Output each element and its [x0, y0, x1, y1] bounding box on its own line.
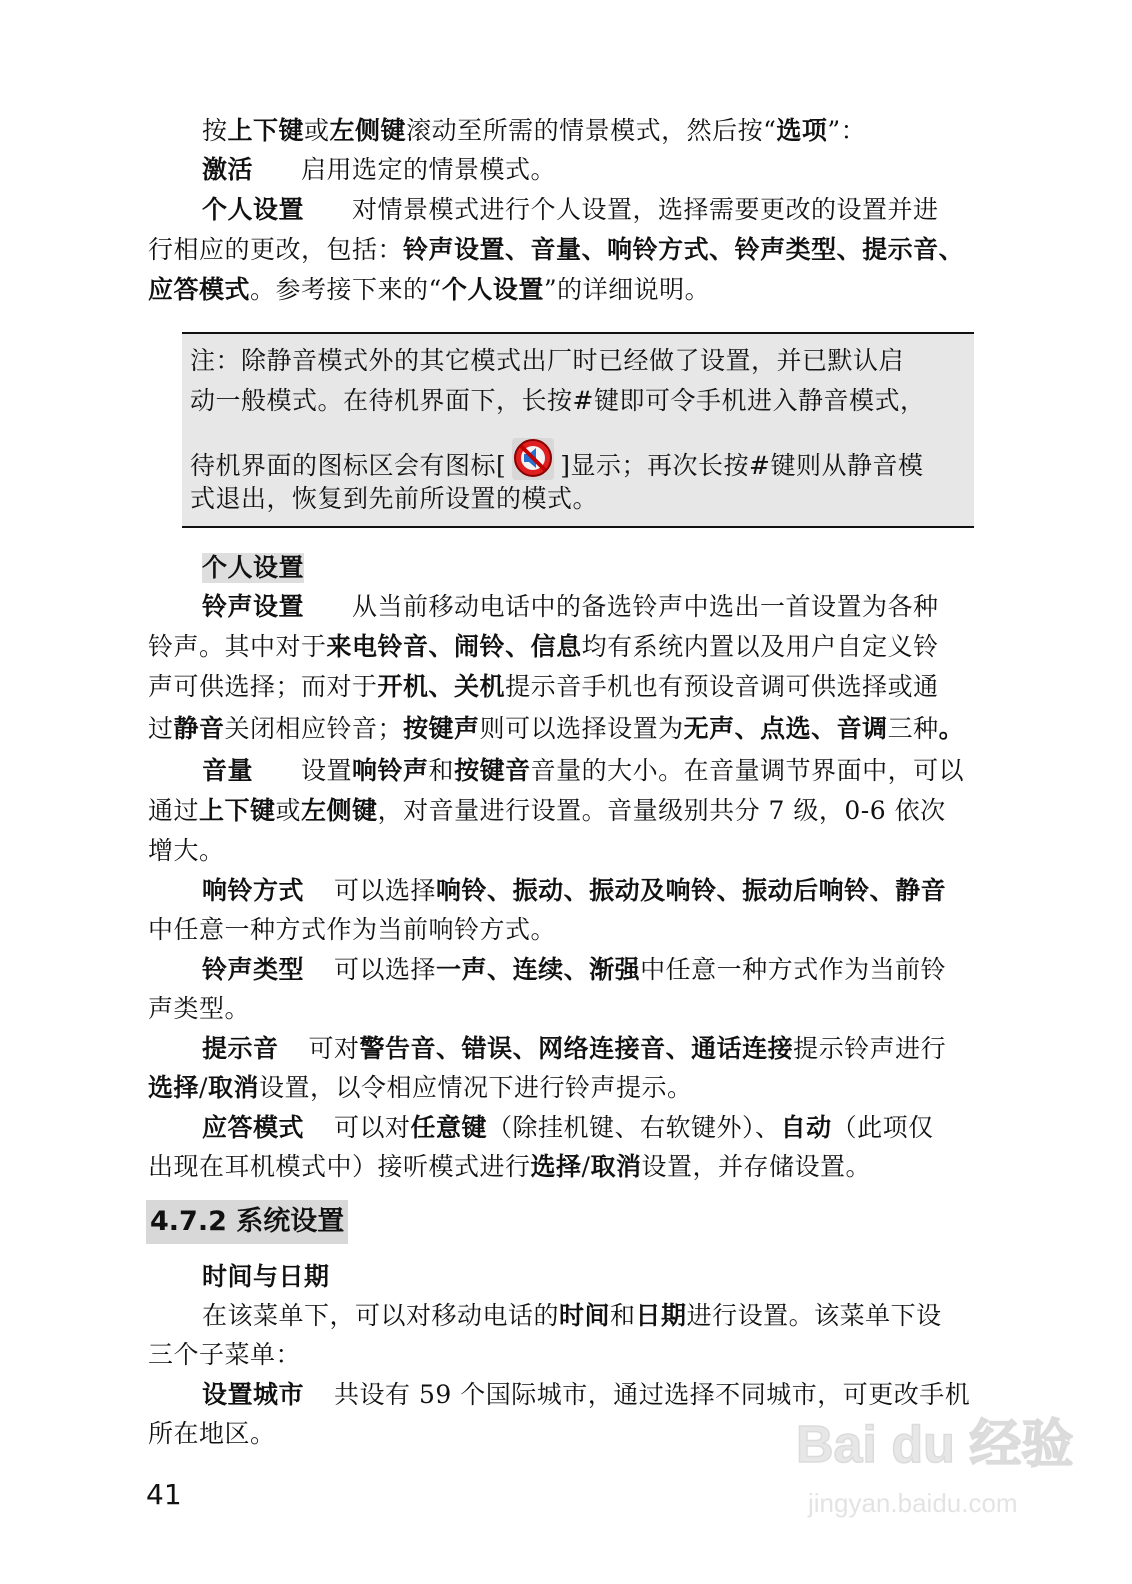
text: 待机界面的图标区会有图标[: [190, 451, 507, 480]
key-term: 应答模式: [148, 275, 251, 304]
key-term: 关机: [454, 672, 506, 701]
text: 滚动至所需的情景模式，然后按“: [406, 116, 777, 145]
key-term: 信息: [530, 632, 582, 661]
key-term: 闹铃: [454, 632, 506, 661]
term: 设置城市: [202, 1380, 305, 1409]
text: 、: [487, 876, 513, 905]
key-term: 音调: [836, 714, 888, 743]
description: 启用选定的情景模式。: [301, 155, 557, 184]
text: 可对: [308, 1034, 360, 1063]
text: 在该菜单下，可以对移动电话的: [202, 1301, 560, 1330]
term: 铃声设置: [202, 592, 305, 621]
text: 则可以选择设置为: [479, 714, 684, 743]
intro-activate: [202, 155, 556, 185]
section-title: 4.7.2 系统设置: [146, 1200, 348, 1244]
key-term: 振动后响铃: [742, 876, 870, 905]
intro-line-5: [148, 275, 710, 305]
term: 音量: [202, 756, 254, 785]
text: 中任意一种方式作为当前铃: [640, 955, 947, 984]
text: 设置，并存储设置。: [641, 1152, 871, 1181]
baidu-watermark: [790, 1400, 1090, 1540]
watermark-url: jingyan.baidu.com: [808, 1488, 1018, 1518]
text: /: [581, 1152, 591, 1181]
key-term: 取消: [207, 1073, 259, 1102]
key-term: 点选: [760, 714, 812, 743]
intro-line-4: [148, 235, 964, 265]
key-term: 日期: [635, 1301, 687, 1330]
text: 、: [428, 672, 455, 701]
text: 提示铃声进行: [793, 1034, 947, 1063]
key-term: 选择: [148, 1073, 200, 1102]
mute-speaker-icon: [506, 436, 560, 482]
ringmode-line-1: [202, 876, 946, 906]
key-term: 警告音: [359, 1034, 437, 1063]
ringtype-line-2: 声类型。: [148, 994, 251, 1023]
term: 铃声类型: [202, 955, 305, 984]
text: 或: [304, 116, 330, 145]
text: ，对音量进行设置。音量级别共分 7 级，0-6 依次: [377, 796, 946, 825]
key-term: 左侧键: [329, 116, 407, 145]
text: 、: [436, 1034, 462, 1063]
text: 出现在耳机模式中）接听模式进行: [148, 1152, 531, 1181]
description: 从当前移动电话中的备选铃声中选出一首设置为各种: [352, 592, 939, 621]
term: 激活: [202, 155, 254, 184]
text: 铃声。其中对于: [148, 632, 327, 661]
key-term: 无声: [683, 714, 735, 743]
key-term: 按键音: [454, 756, 531, 785]
answer-line-2: [148, 1152, 871, 1182]
text: 关闭相应铃音；: [224, 714, 404, 743]
key-term: 网络连接音: [538, 1034, 666, 1063]
text: （除挂机键、右软键外）、: [487, 1113, 781, 1142]
text: 提示音手机也有预设音调可供选择或通: [505, 672, 939, 701]
key-term: 提示音: [862, 235, 939, 264]
text: 和: [610, 1301, 636, 1330]
term: 应答模式: [202, 1113, 305, 1142]
volume-line-3: 增大。: [148, 836, 225, 865]
intro-personal: [202, 195, 939, 225]
note-line-3: [190, 436, 923, 482]
ringtype-line-1: [202, 955, 946, 985]
note-line-4: 式退出，恢复到先前所设置的模式。: [190, 484, 599, 513]
key-term: 上下键: [199, 796, 276, 825]
key-term: 响铃方式: [607, 235, 710, 264]
text: 按: [202, 116, 228, 145]
text: 设置，以令相应情况下进行铃声提示。: [258, 1073, 693, 1102]
text: 、: [563, 876, 590, 905]
text: 、: [563, 955, 590, 984]
key-term: 错误: [461, 1034, 513, 1063]
text: 可以选择: [334, 955, 437, 984]
text: 、: [512, 1034, 539, 1063]
ringmode-line-2: 中任意一种方式作为当前响铃方式。: [148, 915, 557, 944]
key-term: 铃声设置: [403, 235, 506, 264]
text: 可以选择: [334, 876, 437, 905]
key-term: 选项: [776, 116, 828, 145]
key-term: 铃声类型: [734, 235, 837, 264]
text: 进行设置。该菜单下设: [686, 1301, 942, 1330]
answer-line-1: [202, 1113, 934, 1143]
description: 对情景模式进行个人设置，选择需要更改的设置并进: [352, 195, 939, 224]
key-term: 渐强: [589, 955, 641, 984]
key-term: 选择: [530, 1152, 582, 1181]
text: 、: [709, 235, 735, 264]
intro-line-1: [202, 116, 866, 146]
text: /: [199, 1073, 208, 1102]
text: 、: [734, 714, 761, 743]
text: 可以对: [334, 1113, 411, 1142]
text: 。参考接下来的“: [250, 275, 442, 304]
text: 均有系统内置以及用户自定义铃: [581, 632, 939, 661]
volume-line-1: [202, 756, 964, 786]
key-term: 静音: [895, 876, 947, 905]
datetime-heading: 时间与日期: [202, 1262, 330, 1291]
personal-heading: 个人设置: [202, 553, 305, 582]
text: （此项仅: [831, 1113, 934, 1142]
note-line-2: 动一般模式。在待机界面下，长按#键即可令手机进入静音模式，: [190, 386, 926, 415]
text: 、: [811, 714, 837, 743]
text: 、: [505, 632, 531, 661]
key-term: 振动: [512, 876, 564, 905]
text: 或: [275, 796, 302, 825]
ring-line-3: [148, 672, 939, 702]
key-term: 振动及响铃: [589, 876, 717, 905]
text: 通过: [148, 796, 200, 825]
key-term: 时间: [559, 1301, 611, 1330]
text: 、: [581, 235, 608, 264]
description: 共设有 59 个国际城市，通过选择不同城市，可更改手机: [334, 1380, 971, 1409]
key-term: 音量: [530, 235, 582, 264]
text: 、: [428, 632, 455, 661]
key-term: 一声: [436, 955, 488, 984]
text: 、: [869, 876, 896, 905]
text: 、: [487, 955, 513, 984]
key-term: 响铃: [436, 876, 488, 905]
text: 、: [716, 876, 743, 905]
text: 。: [938, 714, 965, 743]
key-term: 自动: [780, 1113, 832, 1142]
alert-line-2: [148, 1073, 692, 1103]
key-term: 开机: [377, 672, 429, 701]
key-term: 连续: [512, 955, 564, 984]
watermark-logo-text: Bai du 经验: [796, 1416, 1074, 1474]
text: ]显示；再次长按#键则从静音模: [560, 451, 924, 480]
term: 响铃方式: [202, 876, 305, 905]
key-term: 任意键: [410, 1113, 488, 1142]
note-line-1: 注：除静音模式外的其它模式出厂时已经做了设置，并已默认启: [190, 346, 905, 375]
text: 过: [148, 714, 174, 743]
text: 、: [938, 235, 965, 264]
term: 提示音: [202, 1034, 279, 1063]
text: ”的详细说明。: [543, 275, 711, 304]
text: 、: [505, 235, 531, 264]
ring-line-1: [202, 592, 939, 622]
text: 和: [428, 756, 455, 785]
key-term: 响铃声: [352, 756, 429, 785]
ring-line-2: [148, 632, 939, 662]
text: 、: [836, 235, 863, 264]
text: ”：: [827, 116, 867, 145]
key-term: 上下键: [227, 116, 305, 145]
note-box: [182, 332, 974, 528]
key-term: 左侧键: [301, 796, 378, 825]
text: 三种: [887, 714, 939, 743]
datetime-line-2: 三个子菜单：: [148, 1340, 302, 1369]
text: 、: [665, 1034, 692, 1063]
key-term: 取消: [590, 1152, 642, 1181]
key-term: 按键声: [403, 714, 480, 743]
page-number: 41: [146, 1478, 182, 1511]
key-term: 个人设置: [441, 275, 544, 304]
datetime-line-1: [202, 1301, 942, 1331]
key-term: 来电铃音: [326, 632, 429, 661]
term: 个人设置: [202, 195, 305, 224]
ring-line-4: [148, 714, 964, 744]
text: 音量的大小。在音量调节界面中，可以: [530, 756, 965, 785]
volume-line-2: [148, 796, 946, 826]
key-term: 静音: [173, 714, 225, 743]
text: 行相应的更改，包括：: [148, 235, 404, 264]
text: 设置: [301, 756, 353, 785]
text: 声可供选择；而对于: [148, 672, 378, 701]
city-line-2: 所在地区。: [148, 1419, 276, 1448]
key-term: 通话连接: [691, 1034, 794, 1063]
alert-line-1: [202, 1034, 946, 1064]
